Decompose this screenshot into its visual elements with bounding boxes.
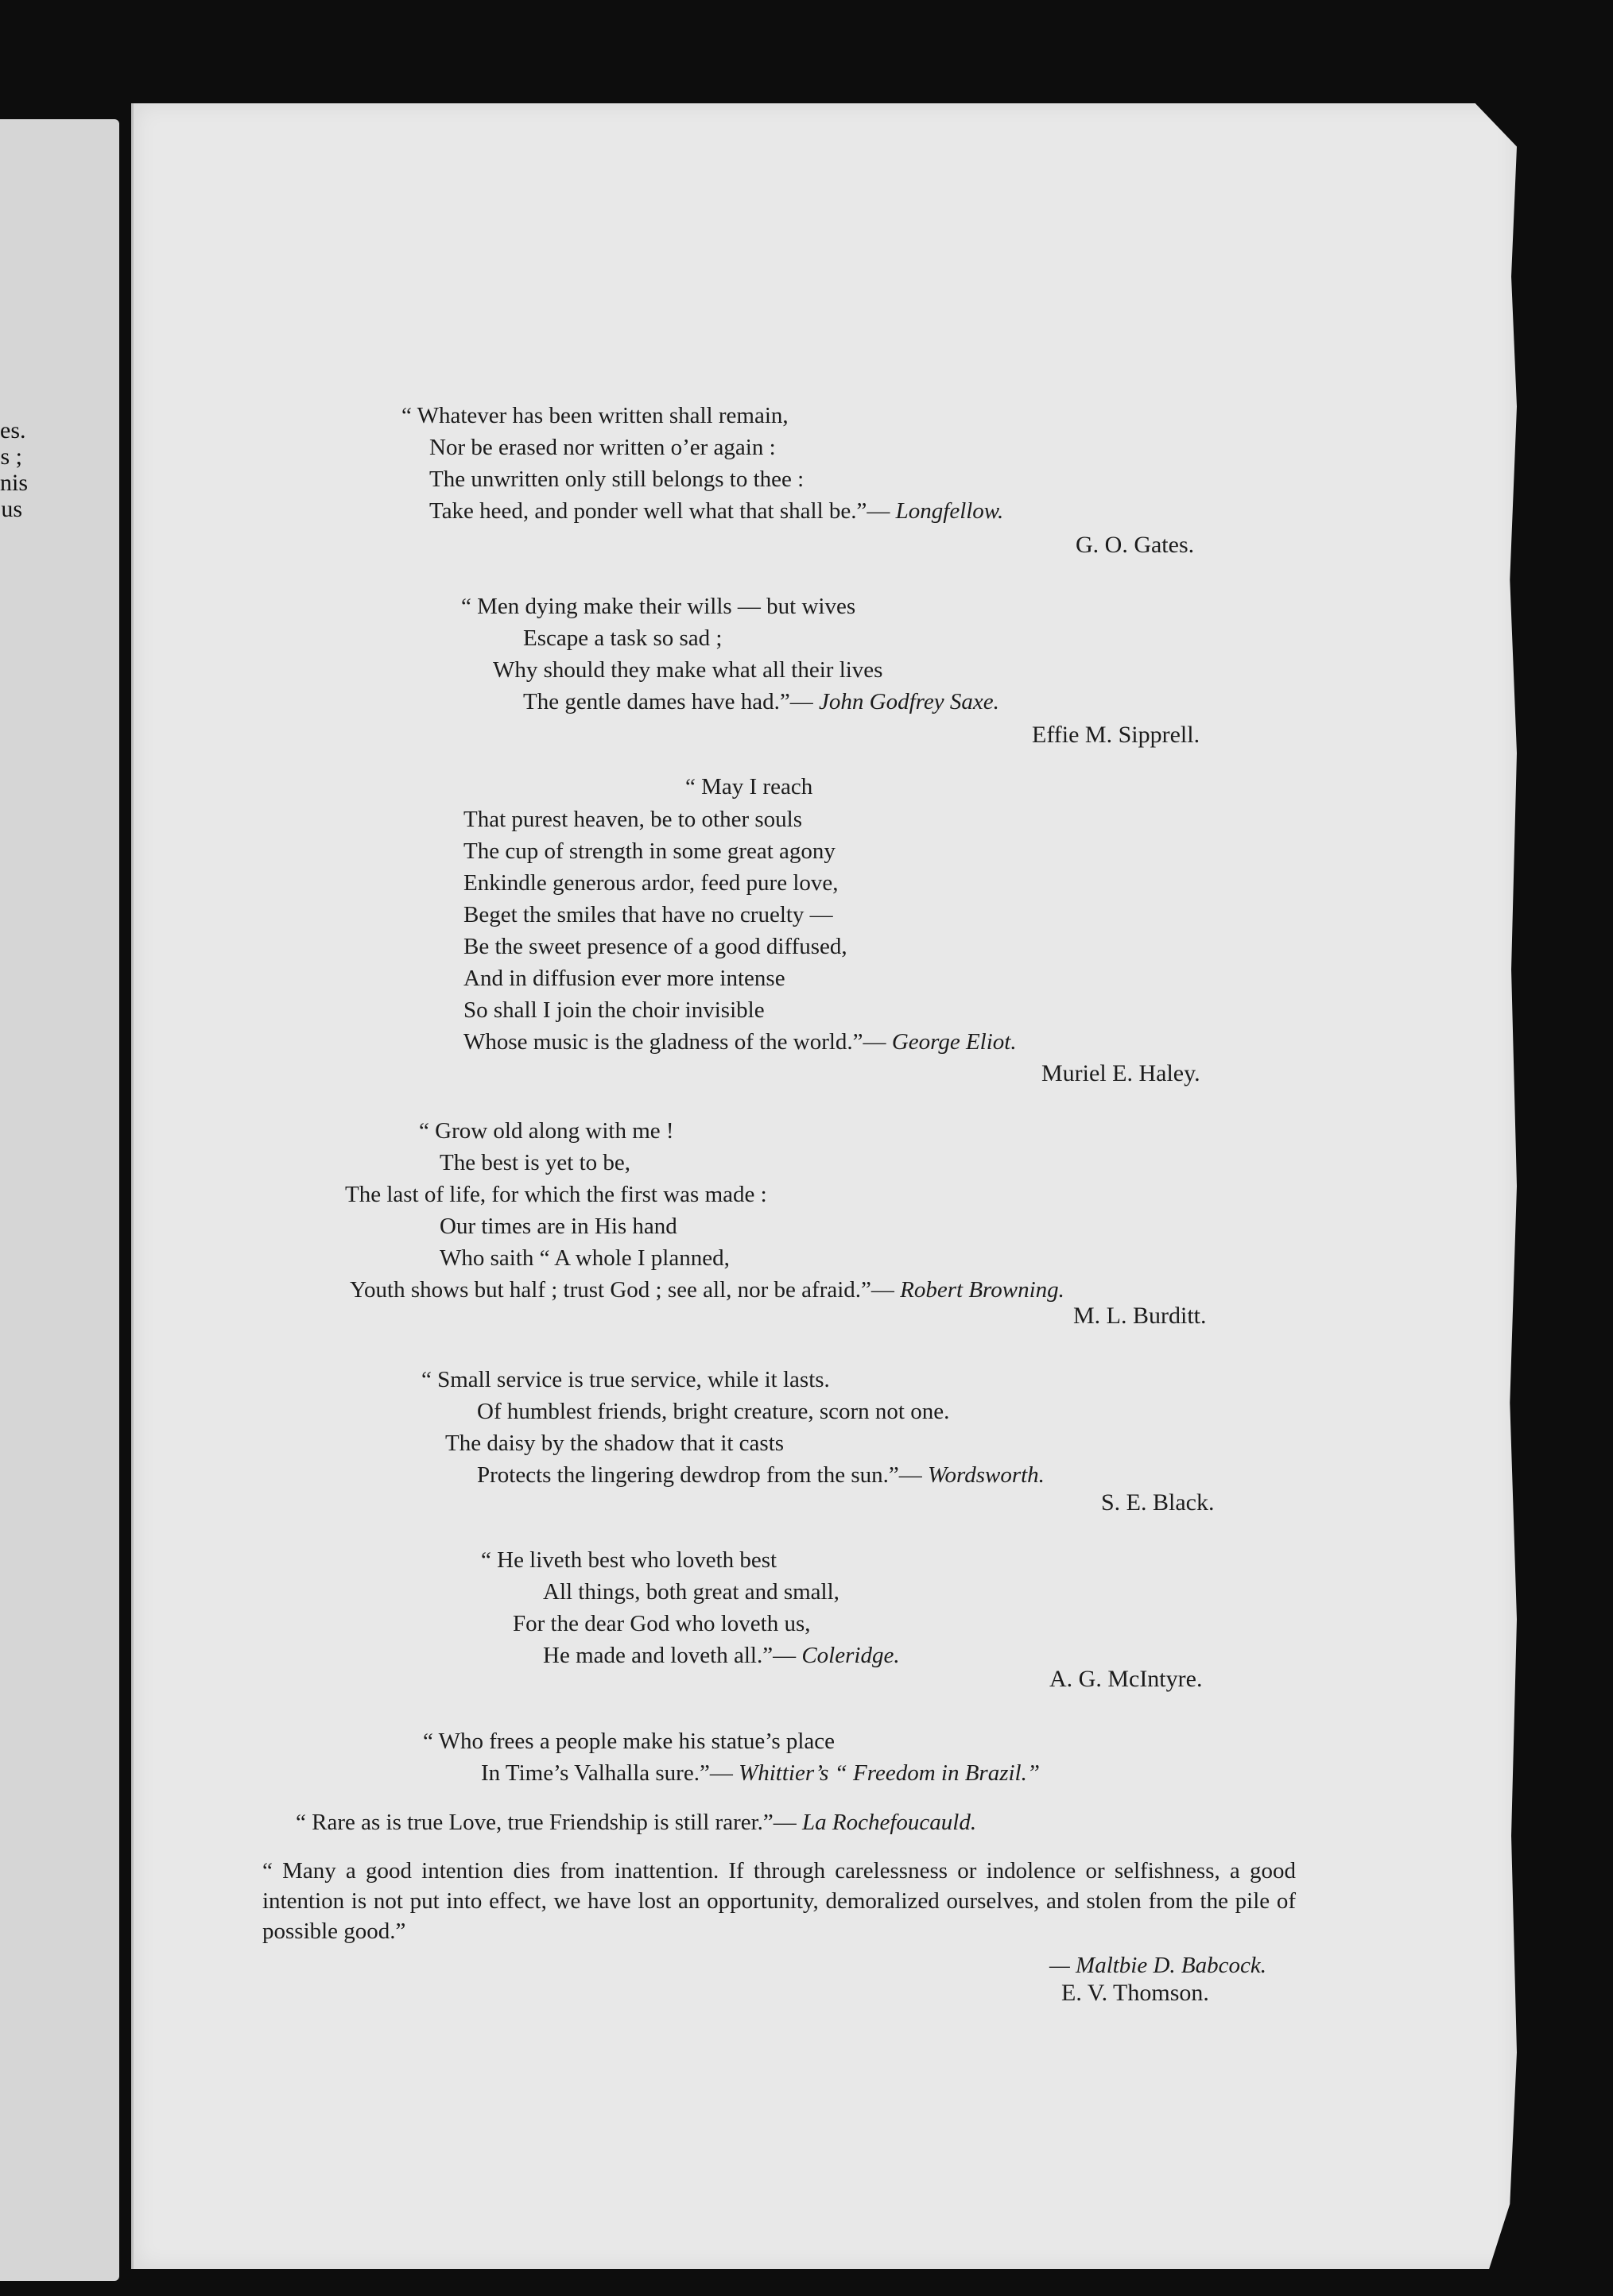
quote-author: Longfellow. (895, 498, 1004, 524)
signature: E. V. Thomson. (1061, 1980, 1209, 2006)
quote-author: Wordsworth. (928, 1462, 1045, 1488)
quote-author: Robert Browning. (900, 1277, 1064, 1303)
quote-line: Escape a task so sad ; (523, 625, 723, 651)
quote-author: — Maltbie D. Babcock. (1049, 1953, 1267, 1978)
quote-line (350, 1276, 1064, 1304)
quote-line: Beget the smiles that have no cruelty — (463, 902, 833, 927)
quote-paragraph (262, 1856, 1296, 1946)
quote-author: George Eliot. (891, 1029, 1017, 1055)
left-page-text-fragments (0, 417, 29, 522)
quote-paragraph-text: “ Many a good intention dies from inattention. If through carelessness or indolence or selfishness, a good intention is not put into effect, we have lost an opportunity, demoralized ourselves, and stolen from the pile of possible good.” (262, 1858, 1296, 1944)
quote-line: And in diffusion ever more intense (463, 966, 785, 991)
quote-line-text: Protects the lingering dewdrop from the sun.”— (477, 1462, 922, 1488)
quote-line: So shall I join the choir invisible (463, 997, 765, 1023)
quote-line (477, 1461, 1045, 1489)
quote-line (481, 1759, 1040, 1787)
quote-author-line (1049, 1951, 1266, 1980)
quote-line (523, 687, 999, 716)
quote-line: The last of life, for which the first was made : (345, 1182, 767, 1207)
quote-line: Our times are in His hand (440, 1214, 677, 1239)
quote-line (463, 1028, 1017, 1056)
signature: M. L. Burditt. (1073, 1303, 1207, 1329)
quote-line: Nor be erased nor written o’er again : (429, 435, 776, 460)
left-fragment: us (1, 496, 22, 522)
left-fragment: nis (0, 470, 29, 496)
quote-line: “ Whatever has been written shall remain, (401, 403, 789, 428)
quote-author: Whittier’s “ Freedom in Brazil.” (739, 1760, 1040, 1786)
signature: Muriel E. Haley. (1041, 1060, 1200, 1086)
quote-author: John Godfrey Saxe. (819, 689, 999, 714)
quote-line: “ May I reach (685, 774, 813, 800)
quote-line: The unwritten only still belongs to thee : (429, 467, 805, 492)
quote-line: Why should they make what all their lives (493, 657, 883, 683)
quote-line-text: In Time’s Valhalla sure.”— (481, 1760, 733, 1786)
quote-author: La Rochefoucauld. (802, 1810, 977, 1835)
left-fragment: s ; (0, 443, 22, 470)
quote-line (543, 1641, 900, 1670)
quote-line-text: Whose music is the gladness of the world.”— (463, 1029, 886, 1055)
quote-line: For the dear God who loveth us, (513, 1611, 811, 1636)
quote-line: Of humblest friends, bright creature, scorn not one. (477, 1399, 950, 1424)
quote-line-text: “ Rare as is true Love, true Friendship is still rarer.”— (296, 1810, 797, 1835)
quote-line (296, 1808, 976, 1837)
quote-line: Be the sweet presence of a good diffused, (463, 934, 847, 959)
quote-line: All things, both great and small, (543, 1579, 839, 1605)
quote-line-text: He made and loveth all.”— (543, 1643, 797, 1668)
quote-line-text: Take heed, and ponder well what that shall be.”— (429, 498, 890, 524)
quote-line: The best is yet to be, (440, 1150, 631, 1175)
quote-line: “ Grow old along with me ! (419, 1118, 674, 1144)
quote-line: Enkindle generous ardor, feed pure love, (463, 870, 839, 896)
left-fragment: es. (0, 417, 26, 443)
quote-line: Who saith “ A whole I planned, (440, 1245, 730, 1271)
quote-line-text: The gentle dames have had.”— (523, 689, 813, 714)
signature: G. O. Gates. (1076, 532, 1195, 558)
quote-line-text: Youth shows but half ; trust God ; see all, nor be afraid.”— (350, 1277, 894, 1303)
quote-line: “ Small service is true service, while it lasts. (421, 1367, 830, 1392)
quote-line: “ Men dying make their wills — but wives (461, 594, 856, 619)
signature: A. G. McIntyre. (1049, 1666, 1203, 1692)
quote-author: Coleridge. (801, 1643, 900, 1668)
signature: S. E. Black. (1101, 1489, 1215, 1516)
quote-line: That purest heaven, be to other souls (463, 807, 803, 832)
quote-line: The daisy by the shadow that it casts (445, 1431, 785, 1456)
signature: Effie M. Sipprell. (1032, 722, 1200, 748)
quote-line: The cup of strength in some great agony (463, 838, 836, 864)
quote-line (429, 497, 1003, 525)
quote-line: “ Who frees a people make his statue’s place (423, 1729, 836, 1754)
quote-line: “ He liveth best who loveth best (481, 1547, 777, 1573)
